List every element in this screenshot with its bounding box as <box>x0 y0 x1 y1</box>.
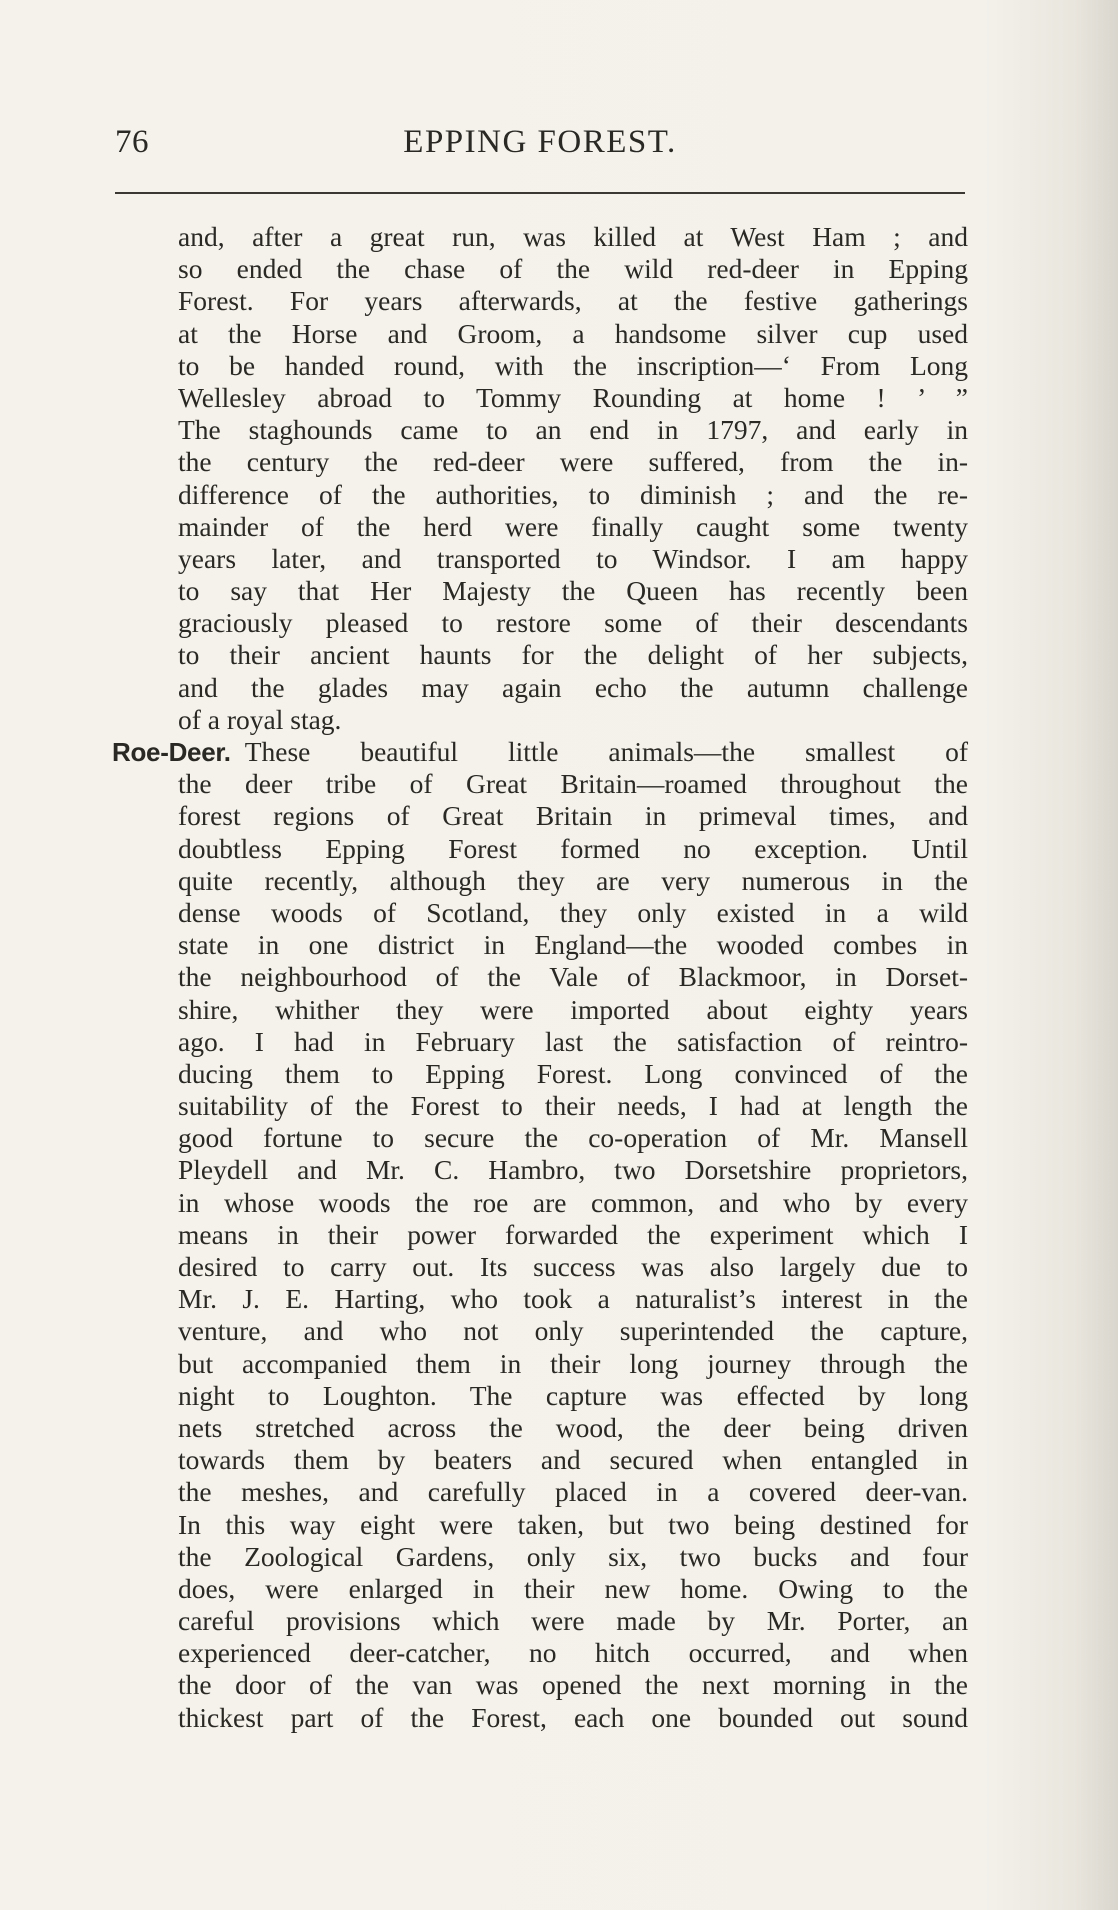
text-line: In this way eight were taken, but two being destined for <box>178 1508 968 1540</box>
text-line: to be handed round, with the inscription—‘ From Long <box>178 349 968 381</box>
text-line: the door of the van was opened the next morning in the <box>178 1669 968 1701</box>
text-line: forest regions of Great Britain in primeval times, and <box>178 800 968 832</box>
body-text <box>112 221 968 1734</box>
text-line: Wellesley abroad to Tommy Rounding at home ! ’ ” <box>178 381 968 413</box>
text-line: night to Loughton. The capture was effected by long <box>178 1379 968 1411</box>
text-line: mainder of the herd were finally caught some twenty <box>178 510 968 542</box>
text-line: nets stretched across the wood, the deer being driven <box>178 1411 968 1443</box>
paragraph-roe-deer <box>112 736 968 1734</box>
text-line: but accompanied them in their long journey through the <box>178 1347 968 1379</box>
text-line: venture, and who not only superintended the capture, <box>178 1315 968 1347</box>
text-line: doubtless Epping Forest formed no exception. Until <box>178 832 968 864</box>
header-rule <box>115 192 965 194</box>
text-line: Forest. For years afterwards, at the festive gatherings <box>178 285 968 317</box>
text-line: quite recently, although they are very numerous in the <box>178 864 968 896</box>
text-line: graciously pleased to restore some of their descendants <box>178 607 968 639</box>
text-line: careful provisions which were made by Mr. Porter, an <box>178 1605 968 1637</box>
text-line: and the glades may again echo the autumn challenge <box>178 671 968 703</box>
text-line: ducing them to Epping Forest. Long convinced of the <box>178 1057 968 1089</box>
paragraph-red-deer <box>112 221 968 736</box>
text-line: Mr. J. E. Harting, who took a naturalist’s interest in the <box>178 1283 968 1315</box>
text-line: towards them by beaters and secured when entangled in <box>178 1444 968 1476</box>
text-line: to say that Her Majesty the Queen has recently been <box>178 575 968 607</box>
page-number: 76 <box>115 124 149 160</box>
text-line: Pleydell and Mr. C. Hambro, two Dorsetshire proprietors, <box>178 1154 968 1186</box>
text-line: thickest part of the Forest, each one bounded out sound <box>178 1701 968 1733</box>
page-header <box>115 124 965 174</box>
text-line: ago. I had in February last the satisfaction of reintro- <box>178 1025 968 1057</box>
text-line: dense woods of Scotland, they only existed in a wild <box>178 896 968 928</box>
side-heading-roe-deer: Roe-Deer. <box>112 737 231 767</box>
text-line: to their ancient haunts for the delight of her subjects, <box>178 639 968 671</box>
text-line: suitability of the Forest to their needs, I had at length the <box>178 1090 968 1122</box>
text-line: in whose woods the roe are common, and who by every <box>178 1186 968 1218</box>
text-line: experienced deer-catcher, no hitch occurred, and when <box>178 1637 968 1669</box>
text-line <box>112 736 968 768</box>
text-line: the meshes, and carefully placed in a covered deer-van. <box>178 1476 968 1508</box>
text-line: desired to carry out. Its success was also largely due to <box>178 1251 968 1282</box>
text-line: years later, and transported to Windsor. I am happy <box>178 542 968 574</box>
text-line: and, after a great run, was killed at West Ham ; and <box>178 221 968 252</box>
text-line: difference of the authorities, to diminish ; and the re- <box>178 478 968 510</box>
text-line: The staghounds came to an end in 1797, and early in <box>178 414 968 446</box>
text-line: means in their power forwarded the experiment which I <box>178 1218 968 1250</box>
text-line: good fortune to secure the co-operation of Mr. Mansell <box>178 1122 968 1154</box>
text-line: does, were enlarged in their new home. Owing to the <box>178 1572 968 1604</box>
text-line: so ended the chase of the wild red-deer in Epping <box>178 253 968 285</box>
running-head: EPPING FOREST. <box>403 124 677 160</box>
text-line: the deer tribe of Great Britain—roamed throughout the <box>178 768 968 800</box>
text-line: the century the red-deer were suffered, from the in- <box>178 446 968 478</box>
text-line: at the Horse and Groom, a handsome silver cup used <box>178 317 968 349</box>
text-line: the neighbourhood of the Vale of Blackmoor, in Dorset- <box>178 961 968 993</box>
side-heading-line-text: These beautiful little animals—the smallest of <box>244 736 968 767</box>
text-line: state in one district in England—the wooded combes in <box>178 929 968 961</box>
text-line: the Zoological Gardens, only six, two bucks and four <box>178 1540 968 1572</box>
text-line: of a royal stag. <box>178 703 342 735</box>
text-line: shire, whither they were imported about eighty years <box>178 993 968 1025</box>
